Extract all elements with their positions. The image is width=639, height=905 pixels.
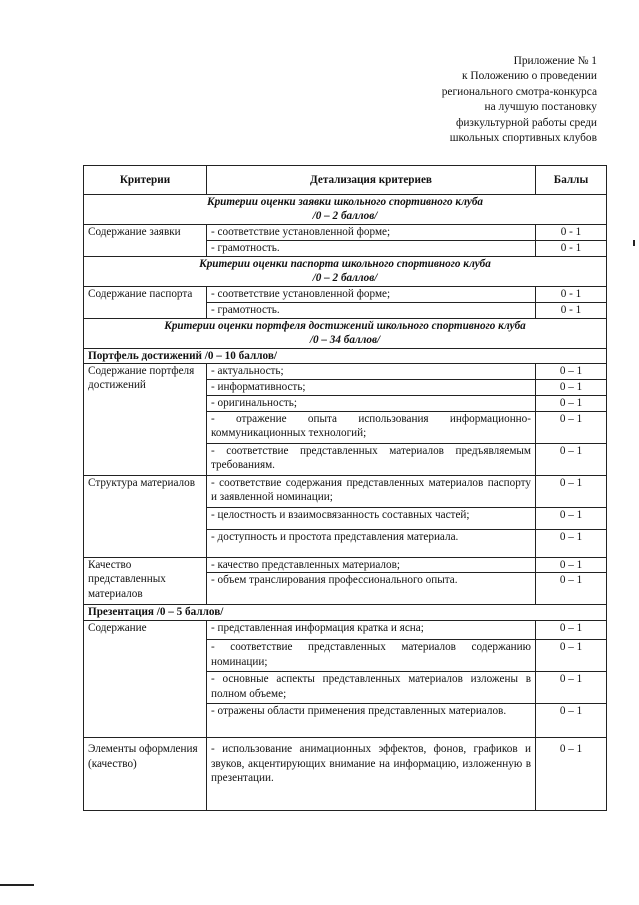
table-row: [84, 738, 607, 811]
detail-cell: - использование анимационных эффектов, фонов, графиков и звуков, акцентирующих внимание на информацию, изложенную в презентации.: [207, 738, 536, 811]
points-cell: 0 – 1: [536, 412, 607, 444]
detail-cell: - актуальность;: [207, 364, 536, 380]
points-cell: 0 – 1: [536, 380, 607, 396]
detail-cell: - отражены области применения представленных материалов.: [207, 704, 536, 738]
detail-cell: - информативность;: [207, 380, 536, 396]
points-cell: 0 – 1: [536, 508, 607, 530]
detail-cell: - качество представленных материалов;: [207, 558, 536, 573]
detail-cell: - соответствие представленных материалов содержанию номинации;: [207, 640, 536, 672]
detail-cell: - представленная информация кратка и ясна;: [207, 621, 536, 640]
points-cell: 0 - 1: [536, 225, 607, 241]
points-cell: 0 - 1: [536, 241, 607, 257]
table-row: [84, 364, 607, 380]
column-header-criteria: Критерии: [84, 166, 207, 195]
header-line: Приложение № 1: [513, 55, 597, 67]
subsection-row-presentation: [84, 605, 607, 621]
appendix-header: [442, 54, 597, 146]
points-cell: 0 – 1: [536, 573, 607, 605]
points-cell: 0 – 1: [536, 558, 607, 573]
table-row: [84, 558, 607, 573]
criterion-cell: Содержание портфеля достижений: [84, 364, 207, 476]
scan-artifact: [0, 884, 34, 886]
table-header-row: [84, 166, 607, 195]
detail-cell: - основные аспекты представленных материалов изложены в полном объеме;: [207, 672, 536, 704]
subsection-title: Презентация /0 – 5 баллов/: [84, 605, 607, 621]
section-title-portfolio: Критерии оценки портфеля достижений школьного спортивного клуба /0 – 34 баллов/: [84, 319, 607, 349]
detail-cell: - доступность и простота представления материала.: [207, 530, 536, 558]
points-cell: 0 – 1: [536, 672, 607, 704]
detail-cell: - целостность и взаимосвязанность составных частей;: [207, 508, 536, 530]
detail-cell: - грамотность.: [207, 241, 536, 257]
points-cell: 0 – 1: [536, 530, 607, 558]
points-cell: 0 – 1: [536, 640, 607, 672]
detail-cell: - объем транслирования профессионального опыта.: [207, 573, 536, 605]
criteria-table: [83, 165, 607, 811]
criterion-cell: Структура материалов: [84, 476, 207, 558]
subsection-row-portfolio: [84, 349, 607, 364]
points-cell: 0 - 1: [536, 303, 607, 319]
detail-cell: - соответствие установленной форме;: [207, 225, 536, 241]
points-cell: 0 – 1: [536, 704, 607, 738]
header-line: школьных спортивных клубов: [449, 132, 597, 145]
column-header-details: Детализация критериев: [207, 166, 536, 195]
section-title-passport: Критерии оценки паспорта школьного спортивного клуба /0 – 2 баллов/: [84, 257, 607, 287]
criterion-cell: Элементы оформления (качество): [84, 738, 207, 811]
table-row: [84, 621, 607, 640]
header-line: физкультурной работы среди: [455, 116, 597, 129]
points-cell: 0 – 1: [536, 444, 607, 476]
points-cell: 0 - 1: [536, 287, 607, 303]
detail-cell: - соответствие установленной форме;: [207, 287, 536, 303]
column-header-points: Баллы: [536, 166, 607, 195]
detail-cell: - грамотность.: [207, 303, 536, 319]
subsection-title: Портфель достижений /0 – 10 баллов/: [84, 349, 607, 364]
section-title-application: Критерии оценки заявки школьного спортивного клуба /0 – 2 баллов/: [84, 195, 607, 225]
section-row-portfolio: [84, 319, 607, 349]
criterion-cell: Содержание: [84, 621, 207, 738]
detail-cell: - оригинальность;: [207, 396, 536, 412]
table-row: [84, 287, 607, 303]
points-cell: 0 – 1: [536, 396, 607, 412]
section-row-passport: [84, 257, 607, 287]
points-cell: 0 – 1: [536, 738, 607, 811]
detail-cell: - соответствие содержания представленных материалов паспорту и заявленной номинации;: [207, 476, 536, 508]
header-line: регионального смотра-конкурса: [441, 85, 597, 98]
table-row: [84, 476, 607, 508]
points-cell: 0 – 1: [536, 364, 607, 380]
criterion-cell: Содержание заявки: [84, 225, 207, 257]
detail-cell: - отражение опыта использования информационно-коммуникационных технологий;: [207, 412, 536, 444]
section-row-application: [84, 195, 607, 225]
scan-artifact: [633, 240, 635, 246]
points-cell: 0 – 1: [536, 621, 607, 640]
table-row: [84, 225, 607, 241]
points-cell: 0 – 1: [536, 476, 607, 508]
header-line: на лучшую постановку: [484, 101, 597, 114]
criterion-cell: Содержание паспорта: [84, 287, 207, 319]
header-line: к Положению о проведении: [462, 70, 597, 83]
criterion-cell: Качество представленных материалов: [84, 558, 207, 605]
detail-cell: - соответствие представленных материалов предъявляемым требованиям.: [207, 444, 536, 476]
